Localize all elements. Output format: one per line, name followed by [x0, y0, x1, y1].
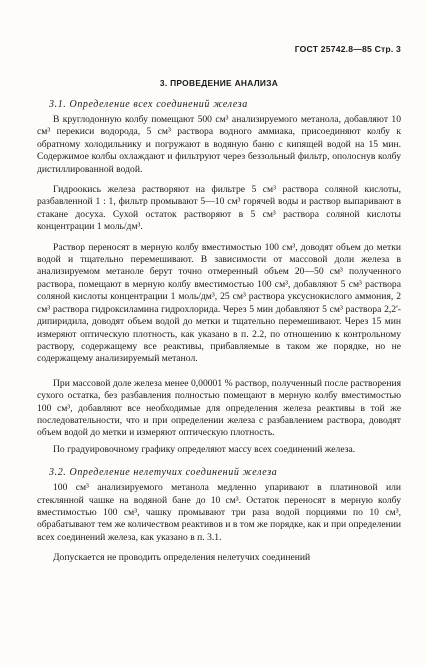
paragraph-allowed: Допускается не проводить определения нелетучих соединений: [53, 552, 311, 564]
subsection-title-3-2: 3.2. Определение нелетучих соединений железа: [49, 467, 278, 479]
section-title: 3. ПРОВЕДЕНИЕ АНАЛИЗА: [159, 78, 279, 88]
paragraph-calibration: По градуировочному графику определяют массу всех соединений железа.: [53, 443, 356, 455]
paragraph-nonvolatile: 100 см³ анализируемого метанола медленно упаривают в платиновой или стеклянной чашке на водяной бане до 10 см³. Остаток переносят в мерную колбу вместимостью 100 см³, чашку промывают три раза водой порциями по 10 см³, обрабатывают тем же количеством реактивов и в том же порядке, как и при определении всех соединений железа, как указано в п. 3.1.: [37, 482, 401, 543]
paragraph-measurement: Раствор переносят в мерную колбу вместимостью 100 см³, доводят объем до метки водой и тщательно перемешивают. В зависимости от массовой доли железа в анализируемом метаноле берут точно отмеренный объем 20—50 см³ полученного раствора, помещают в мерную колбу вместимостью 100 см³, добавляют 5 см³ раствора соляной кислоты концентрации 1 моль/дм³, 25 см³ раствора уксуснокислого аммония, 2 см³ раствора гидроксиламина гидрохлорида. Через 5 мин добавляют 5 см³ раствора 2,2'-дипиридила, доводят объем водой до метки и тщательно перемешивают. Через 15 мин измеряют оптическую плотность, как указано в п. 2.2, по отношению к контрольному раствору, содержащему все реактивы, прибавляемые в таком же порядке, но не содержащему анализируемый метанол.: [37, 241, 401, 365]
paragraph-sample-prep: В круглодонную колбу помещают 500 см³ анализируемого метанола, добавляют 10 см³ перекиси водорода, 5 см³ раствора водного аммиака, присоединяют колбу к обратному холодильнику и погружают в водяную баню с кипящей водой на 15 мин. Содержимое колбы охлаждают и фильтруют через беззольный фильтр, ополоснув колбу дистиллированной водой.: [37, 114, 401, 175]
paragraph-dissolution: Гидроокись железа растворяют на фильтре 5 см³ раствора соляной кислоты, разбавленной 1 : 1, фильтр промывают 5—10 см³ горячей воды и раствор выпаривают в стакане досуха. Сухой остаток растворяют в 5 см³ раствора соляной кислоты концентрации 1 моль/дм³.: [37, 184, 401, 233]
page-header: ГОСТ 25742.8—85 Стр. 3: [294, 44, 401, 54]
subsection-title-3-1: 3.1. Определение всех соединений железа: [49, 99, 248, 110]
paragraph-low-iron: При массовой доле железа менее 0,00001 % раствор, полученный после растворения сухого остатка, без разбавления полностью помещают в мерную колбу вместимостью 100 см³, добавляют все необходимые для определения железа реактивы в той же последовательности, что и при определении железа с разбавлением раствора, доводят объем водой до метки и измеряют оптическую плотность.: [37, 377, 401, 439]
